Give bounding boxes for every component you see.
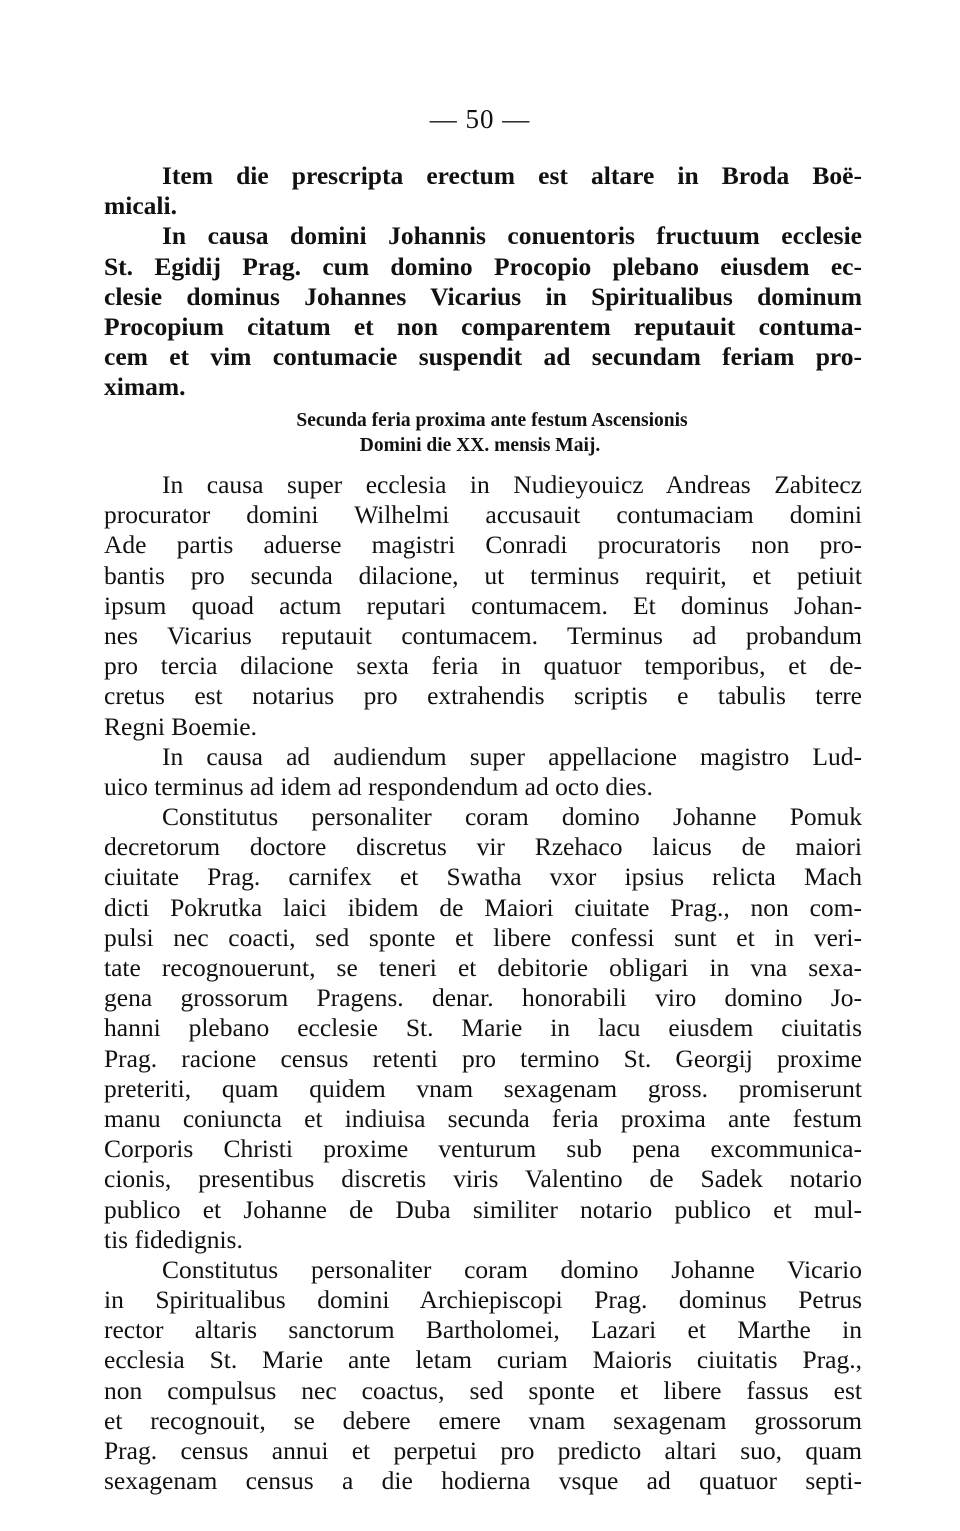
section-heading xyxy=(0,408,960,458)
page-number: — 50 — xyxy=(429,104,531,134)
text-line: non compulsus nec coactus, sed sponte et libere fassus est xyxy=(104,1375,862,1405)
text-line: Regni Boemie. xyxy=(104,711,257,741)
text-line: Ade partis aduerse magistri Conradi procuratoris non pro- xyxy=(104,530,862,560)
text-line: in Spiritualibus domini Archiepiscopi Prag. dominus Petrus xyxy=(104,1285,862,1315)
text-line: preteriti, quam quidem vnam sexagenam gross. promiserunt xyxy=(104,1073,862,1103)
heading-line: Domini die XX. mensis Maij. xyxy=(359,435,601,456)
text-line: procurator domini Wilhelmi accusauit contumaciam domini xyxy=(104,500,862,530)
text-line: nes Vicarius reputauit contumacem. Terminus ad probandum xyxy=(104,620,862,650)
text-line: uico terminus ad idem ad respondendum ad octo dies. xyxy=(104,771,653,801)
text-line: In causa ad audiendum super appellacione magistro Lud- xyxy=(162,741,862,771)
text-line: pro tercia dilacione sexta feria in quatuor temporibus, et de- xyxy=(104,651,862,681)
text-line: ciuitate Prag. carnifex et Swatha vxor ipsius relicta Mach xyxy=(104,862,862,892)
text-line: publico et Johanne de Duba similiter notario publico et mul- xyxy=(104,1194,862,1224)
text-line: Constitutus personaliter coram domino Johanne Pomuk xyxy=(162,802,862,832)
text-line: Prag. racione census retenti pro termino St. Georgij proxime xyxy=(104,1043,862,1073)
main-paragraphs xyxy=(104,470,862,1496)
text-line: rector altaris sanctorum Bartholomei, Lazari et Marthe in xyxy=(104,1315,862,1345)
text-line: ecclesia St. Marie ante letam curiam Maioris ciuitatis Prag., xyxy=(104,1345,862,1375)
text-line: cem et vim contumacie suspendit ad secundam feriam pro- xyxy=(104,342,862,372)
text-line: St. Egidij Prag. cum domino Procopio plebano eiusdem ec- xyxy=(104,251,862,281)
text-line: micali. xyxy=(104,191,177,221)
text-line: manu coniuncta et indiuisa secunda feria proxima ante festum xyxy=(104,1103,862,1133)
text-line: In causa super ecclesia in Nudieyouicz Andreas Zabitecz xyxy=(162,470,862,499)
text-line: hanni plebano ecclesie St. Marie in lacu eiusdem ciuitatis xyxy=(104,1013,862,1043)
text-line: Prag. census annui et perpetui pro predicto altari suo, quam xyxy=(104,1436,862,1465)
text-line: gena grossorum Pragens. denar. honorabili viro domino Jo- xyxy=(104,983,862,1013)
text-line: tate recognouerunt, se teneri et debitorie obligari in vna sexa- xyxy=(104,953,862,982)
text-line: ipsum quoad actum reputari contumacem. Et dominus Johan- xyxy=(104,590,862,620)
text-line: cionis, presentibus discretis viris Valentino de Sadek notario xyxy=(104,1164,862,1194)
intro-paragraphs xyxy=(104,161,862,403)
text-line: clesie dominus Johannes Vicarius in Spiritualibus dominum xyxy=(104,281,862,311)
text-line: sexagenam census a die hodierna vsque ad quatuor septi- xyxy=(104,1466,862,1496)
text-line: Constitutus personaliter coram domino Johanne Vicario xyxy=(162,1254,862,1284)
text-line: In causa domini Johannis conuentoris fructuum ecclesie xyxy=(162,221,862,251)
text-line: cretus est notarius pro extrahendis scriptis e tabulis terre xyxy=(104,681,862,711)
text-line: dicti Pokrutka laici ibidem de Maiori ciuitate Prag., non com- xyxy=(104,892,862,922)
text-line: Corporis Christi proxime venturum sub pena excommunica- xyxy=(104,1134,862,1164)
text-line: pulsi nec coacti, sed sponte et libere confessi sunt et in veri- xyxy=(104,922,862,952)
text-line: Item die prescripta erectum est altare in Broda Boë- xyxy=(162,161,862,190)
text-line: Procopium citatum et non comparentem reputauit contuma- xyxy=(104,311,862,341)
text-line: ximam. xyxy=(104,372,186,402)
heading-line: Secunda feria proxima ante festum Ascensionis xyxy=(296,410,688,431)
text-line: decretorum doctore discretus vir Rzehaco laicus de maiori xyxy=(104,832,862,862)
text-line: tis fidedignis. xyxy=(104,1224,243,1254)
text-line: et recognouit, se debere emere vnam sexagenam grossorum xyxy=(104,1405,862,1435)
text-line: bantis pro secunda dilacione, ut terminus requirit, et petiuit xyxy=(104,560,862,590)
